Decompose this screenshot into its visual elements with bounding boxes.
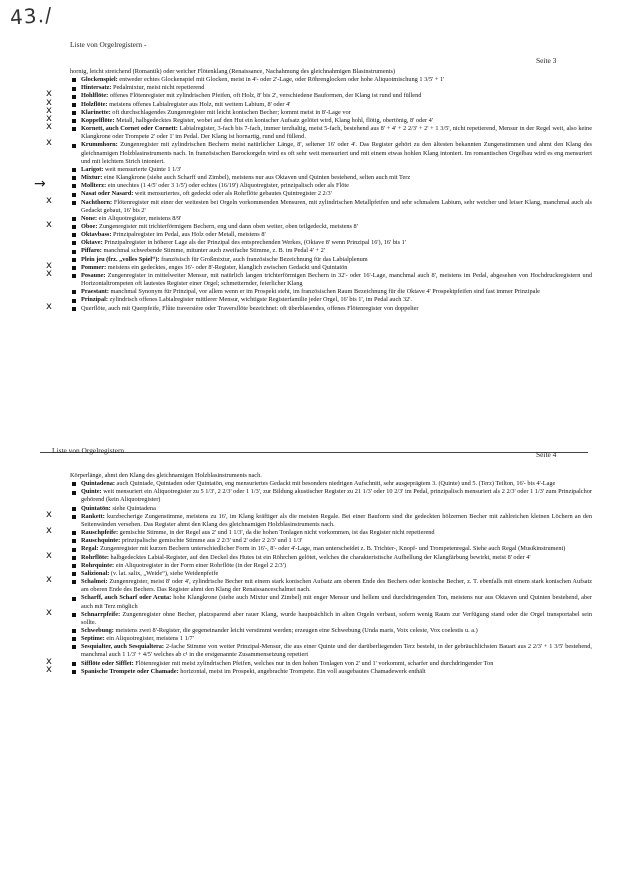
square-bullet-icon <box>72 491 76 495</box>
register-text: Piffaro: manchmal schwebende Stimme, mitunter auch zweifache Stimme, z. B. im Pedal 4' + 2' <box>81 247 325 255</box>
register-entry <box>70 76 592 84</box>
register-entry <box>70 247 592 255</box>
register-entry <box>70 537 592 545</box>
square-bullet-icon <box>72 613 76 617</box>
register-text: Körperlänge, ahmt den Klang des gleichnamigen Holzblasinstruments nach. <box>70 472 262 479</box>
square-bullet-icon <box>72 87 76 91</box>
register-text: Glockenspiel: entweder echtes Glockenspiel mit Glocken, meist in 4'- oder 2'-Lage, oder Röhrenglocken oder hohe Aliquotmischung 1 3/5' + 1' <box>81 76 445 84</box>
square-bullet-icon <box>72 184 76 188</box>
square-bullet-icon <box>72 482 76 486</box>
handwritten-check-mark: x <box>46 606 52 618</box>
handwritten-check-mark: x <box>46 259 52 271</box>
square-bullet-icon <box>72 670 76 674</box>
square-bullet-icon <box>72 572 76 576</box>
handwritten-check-mark: x <box>46 655 52 667</box>
handwritten-check-mark: x <box>46 104 52 116</box>
register-text: Rohrquinte: ein Aliquotregister in der Form einer Rohrflöte (in der Regel 2 2/3') <box>81 561 286 569</box>
register-entry <box>70 627 592 635</box>
register-entry <box>46 574 592 594</box>
register-text: Nachthorn: Flötenregister mit einer der weitesten bei Orgeln vorkommenden Mensuren, mit zylindrischen Metallpfeifen und sehr schmalem Labium, sehr weicher und leiser Klang, manchmal auch als Gedackt gebaut, 16' bis 2' <box>81 198 592 214</box>
page3-register-list <box>46 68 592 313</box>
register-text: Quinte: weit mensuriert ein Aliquotregister zu 5 1/3', 2 2/3' oder 1 1/3', zur Bildung akustischer Register zu 21 1/3' oder 10 2/3' im Pedal, prinzipalisch mensuriert als 2 2/3' oder 1 1/3' zum Prinzipalchor gehörend (kein Aliquotregister) <box>81 488 592 504</box>
square-bullet-icon <box>72 258 76 262</box>
square-bullet-icon <box>72 662 76 666</box>
register-text: Sifflöte oder Sifflet: Flötenregister mit meist zylindrischen Pfeifen, welches nur in den hohen Tonlagen von 2' und 1' vorkommt, scharfer und durchdringender Ton <box>81 659 494 667</box>
register-text: Schwebung: meistens zwei 8'-Register, die gegeneinander leicht verstimmt werden; erzeugen eine Schwebung (Unda maris, Voix celeste, Vox coelestis u. a.) <box>81 626 478 634</box>
register-entry <box>70 190 592 198</box>
square-bullet-icon <box>72 168 76 172</box>
square-bullet-icon <box>72 515 76 519</box>
register-entry <box>46 655 592 668</box>
page4-header-title: Liste von Orgelregistern <box>52 446 125 455</box>
handwritten-check-mark: x <box>46 88 52 100</box>
register-text: Sesquialter, auch Sesquialtera: 2-fache Stimme von weiter Prinzipal-Mensur, die aus einer Quinte und der darüberliegenden Terz besteht, in der gebräuchlichsten Bauart aus 2 2/3' + 1 3/5' bestehend, manchmal auch 1 1/3' + 4/5' welches ab c¹ in die erstgenannte Zusammensetzung repetiert <box>81 643 592 659</box>
register-entry <box>70 296 592 304</box>
register-text: hornig, leicht streichend (Romantik) oder weicher Flötenklang (Renaissance, Nachahmung des gleichnahmigen Blasinstruments) <box>70 68 396 75</box>
register-text: Hintersatz: Pedalmixtur, meist nicht repetierend <box>81 84 205 92</box>
register-entry <box>70 166 592 174</box>
square-bullet-icon <box>72 507 76 511</box>
register-entry <box>70 84 592 92</box>
register-entry <box>70 488 592 504</box>
square-bullet-icon <box>72 111 76 115</box>
square-bullet-icon <box>72 103 76 107</box>
page3-header-title: Liste von Orgelregistern - <box>70 40 147 49</box>
handwritten-check-mark: x <box>46 137 52 149</box>
register-entry <box>46 525 592 537</box>
register-text: Rohrflöte: halbgedecktes Labial-Register, auf den Deckel des Hutes ist ein Röhrchen gelötet, welches die charakteristische Aufhellung der Klangfärbung bewirkt, meist 8' oder 4' <box>81 553 531 561</box>
register-entry <box>46 137 592 165</box>
square-bullet-icon <box>72 119 76 123</box>
register-entry <box>70 231 592 239</box>
handwritten-check-mark: x <box>46 112 52 124</box>
register-entry <box>70 174 592 182</box>
register-text: Posaune: Zungenregister in mittelweiter Mensur, mit natürlich langen trichterförmigen Bechern in 32'- oder 16'-Lage, manchmal auch 8', meistens im Pedal, abgesehen von Hochdruckregistern und Horizontaltrompeten oft lautestes Register einer Orgel; schmetternder, feierlicher Klang <box>81 271 592 288</box>
square-bullet-icon <box>72 290 76 294</box>
register-text: Holzflöte: meistens offenes Labialregister aus Holz, mit weitem Labium, 8' oder 4' <box>81 100 291 108</box>
register-text: Schalmei: Zungenregister, meist 8' oder 4', zylindrische Becher mit einem stark konischen Aufsatz am oberen Ende des Bechers oder konische Becher, z. T. ebenfalls mit einem stark konischen Aufsatz am oberen Ende des Bechers. Das Register ahmt den Klang der Renaissanceschalmei nach. <box>81 578 592 594</box>
handwritten-check-mark: x <box>46 300 52 312</box>
register-text: Praestant: manchmal Synonym für Prinzipal, vor allem wenn er im Prospekt steht, im französischen Raum Bezeichnung für die Oktave 4' Prospektpfeifen sind fast immer Prinzipale <box>81 288 540 296</box>
square-bullet-icon <box>72 95 76 99</box>
square-bullet-icon <box>72 637 76 641</box>
register-entry <box>46 121 592 141</box>
square-bullet-icon <box>72 539 76 543</box>
register-entry <box>70 239 592 247</box>
register-text: Kornett, auch Cornet oder Cornett: Labialregister, 3-fach bis 7-fach, immer terzhaltig, meist 5-fach, bestehend aus 8' + 4' + 2 2/3' + 2' + 1 3/5', nicht repetierend, Mensur in der Regel weit, also keine Klangkrone oder Trompete 2' oder 1' im Pedal. Der Klang ist hornartig, rund und füllend. <box>81 125 592 141</box>
square-bullet-icon <box>72 580 76 584</box>
handwritten-arrow: → <box>34 176 46 192</box>
register-entry <box>70 545 592 553</box>
handwritten-check-mark: x <box>46 218 52 230</box>
square-bullet-icon <box>72 225 76 229</box>
register-text: Klarinette: oft durchschlagendes Zungenregister mit leicht konischen Becher; kommt meist in 8'-Lage vor <box>81 108 351 116</box>
square-bullet-icon <box>72 629 76 633</box>
square-bullet-icon <box>72 201 76 205</box>
handwritten-check-mark: x <box>46 525 52 537</box>
register-text: Quintatön: siehe Quintadena <box>81 504 156 512</box>
register-text: Querflöte, auch mit Querpfeife, Flûte traversière oder Traversflöte bezeichnet: oft überblasendes, offenes Flötenregister von doppelter <box>81 304 419 312</box>
register-text: Prinzipal: zylindrisch offenes Labialregister mittlerer Mensur, wichtigste Registerfamilie jeder Orgel, 16' bis 1', im Pedal auch 32'. <box>81 296 412 304</box>
register-text: Spanische Trompete oder Chamade: horizontal, meist im Prospekt, angebrachte Trompete. Ein voll ausgebautes Chamadewerk enthält <box>81 667 426 675</box>
register-text: Koppelflöte: Metall, halbgedecktes Register, wobei auf den Hut ein konischer Aufsatz gelötet wird, Klang hohl, flötig, obertönig, 8' oder 4' <box>81 116 433 124</box>
handwritten-check-mark: x <box>46 508 52 520</box>
square-bullet-icon <box>72 556 76 560</box>
register-text: Rauschquinte: prinzipalische gemischte Stimme aus 2 2/3' und 2' oder 2 2/3' und 1 1/3' <box>81 537 303 545</box>
square-bullet-icon <box>72 645 76 649</box>
register-entry <box>70 288 592 296</box>
square-bullet-icon <box>72 176 76 180</box>
handwritten-check-mark: x <box>46 574 52 586</box>
register-entry <box>70 182 592 190</box>
register-entry <box>46 606 592 627</box>
handwritten-check-mark: x <box>46 663 52 675</box>
register-text: Krummhorn: Zungenregister mit zylindrischen Bechern meist natürlicher Länge, 8', seltener 16' oder 4'. Das Register gehört zu den ältesten bekannten Zungenstimmen und ahmt den Klang des gleichnamigen Holzblasinstruments nach. In französischen Barockorgeln wird es oft sehr weit mensuriert und mit einem etwas hohlen Klang intoniert. Im romantischen Orgelbau wird es eng mensuriert und mit leichtem Strich intoniert. <box>81 141 592 165</box>
register-text: Quintadena: auch Quintade, Quintaden oder Quintatön, eng mensuriertes Gedackt mit besonders niedrigen Aufschnitt, sehr ausgeprägtem 3. (Quinte) und 5. (Terz) Teilton, 16'- bis 4'-Lage <box>81 480 556 488</box>
square-bullet-icon <box>72 548 76 552</box>
handwritten-page-number: 43./ <box>9 2 54 30</box>
register-entry <box>70 215 592 223</box>
register-text: Regal: Zungenregister mit kurzen Bechern unterschiedlicher Form in 16'-, 8'- oder 4'-Lage, man unterscheidet z. B. Trichter-, Knopf- und Trompetenregal. Siehe auch Regal (Musikinstrument) <box>81 545 566 553</box>
handwritten-check-mark: x <box>46 121 52 133</box>
square-bullet-icon <box>72 564 76 568</box>
square-bullet-icon <box>72 531 76 535</box>
register-entry <box>70 480 592 488</box>
register-entry <box>70 635 592 643</box>
square-bullet-icon <box>72 144 76 148</box>
register-text: Hohlflöte: offenes Flötenregister mit zylindrischen Pfeifen, oft Holz, 8' bis 2', verschiedene Bauformen, der Klang ist rund und füllend <box>81 92 422 100</box>
register-text: Larigot: weit mensurierte Quinte 1 1/3' <box>81 165 182 173</box>
square-bullet-icon <box>72 597 76 601</box>
register-text: Oboe: Zungenregister mit trichterförmigem Bechern, eng und dann oben weiter, oben teilgedeckt, meistens 8' <box>81 222 358 230</box>
square-bullet-icon <box>72 299 76 303</box>
handwritten-check-mark: x <box>46 549 52 561</box>
handwritten-check-mark: x <box>46 96 52 108</box>
register-entry <box>70 570 592 578</box>
register-text: Scharff, auch Scharf oder Acuta: hohe Klangkrone (siehe auch Mixtur und Zimbel) mit enger Mensur und hellem und durchdringenden Ton, meistens nur aus Oktaven und Quinten bestehend, aber auch mit Terz möglich <box>81 594 592 610</box>
square-bullet-icon <box>72 217 76 221</box>
register-entry <box>70 68 592 76</box>
register-text: Oktave: Prinzipalregister in höherer Lage als der Prinzipal des entsprechenden Werkes, (Oktave 8' wenn Prinzipal 16'), 16' bis 1' <box>81 239 406 247</box>
square-bullet-icon <box>72 274 76 278</box>
square-bullet-icon <box>72 193 76 197</box>
square-bullet-icon <box>72 233 76 237</box>
register-entry <box>70 643 592 659</box>
square-bullet-icon <box>72 78 76 82</box>
square-bullet-icon <box>72 241 76 245</box>
register-text: Rankett: kurzbecherige Zungenstimme, meistens zu 16', im Klang kräftiger als die meisten Regale. Bei einer Bauform sind die gedeckten hölzernen Becher mit zahlreichen kleinen Löchern an den Seitenwänden versehen. Das Register ahmt den Klang des gleichnamigen Holzblasinstruments nach. <box>81 512 592 528</box>
register-text: Mixtur: eine Klangkrone (siehe auch Scharff und Zimbel), meistens nur aus Oktaven und Quinten bestehend, selten auch mit Terz <box>81 174 411 182</box>
register-text: Schnarrpfeife: Zungenregister ohne Becher, platzsparend aber rauer Klang, wurde hauptsächlich in alten Orgeln verbaut, sofern wenig Raum zur Verfügung stand oder die Orgel transportabel sein sollte. <box>81 610 592 626</box>
page4-register-list <box>46 472 592 676</box>
handwritten-check-mark: x <box>46 194 52 206</box>
register-entry <box>70 256 592 264</box>
page3-page-label: Seite 3 <box>536 56 557 65</box>
square-bullet-icon <box>72 250 76 254</box>
register-entry <box>70 505 592 513</box>
register-text: Oktavbass: Prinzipalregister im Pedal, aus Holz oder Metall, meistens 8' <box>81 231 266 239</box>
square-bullet-icon <box>72 307 76 311</box>
register-text: None: ein Aliquotregister, meistens 8/9' <box>81 214 182 222</box>
register-text: Mollterz: ein unechtes (1 4/5' oder 3 1/5') oder echtes (16/19') Aliquotregister, prinzipalisch oder als Flöte <box>81 182 349 190</box>
register-text: Rauschpfeife: gemischte Stimme, in der Regel aus 2' und 1 1/3', da die hohen Tonlagen nicht vorkommen, ist das Register nicht repetierend <box>81 529 435 537</box>
square-bullet-icon <box>72 266 76 270</box>
register-entry <box>70 472 592 480</box>
register-text: Pommer: meistens ein gedecktes, enges 16'- oder 8'-Register, klanglich zwischen Gedackt und Quintatön <box>81 263 348 271</box>
register-entry <box>70 594 592 610</box>
register-text: Nasat oder Nasard: weit mensuriertes, oft gedeckt oder als Rohrflöte gebautes Quintregister 2 2/3' <box>81 190 332 198</box>
register-text: Plein jeu (frz. „volles Spiel“): französisch für Großmixtur, auch französische Bezeichnung für das Labialplenum <box>81 255 368 263</box>
square-bullet-icon <box>72 127 76 131</box>
register-entry <box>70 562 592 570</box>
handwritten-check-mark: x <box>46 267 52 279</box>
register-text: Septime: ein Aliquotregister, meistens 1 1/7' <box>81 635 194 643</box>
register-text: Salizional: (v. lat. salix, „Weide“), siehe Weidenpfeife <box>81 569 219 577</box>
page4-page-label: Seite 4 <box>536 450 557 459</box>
